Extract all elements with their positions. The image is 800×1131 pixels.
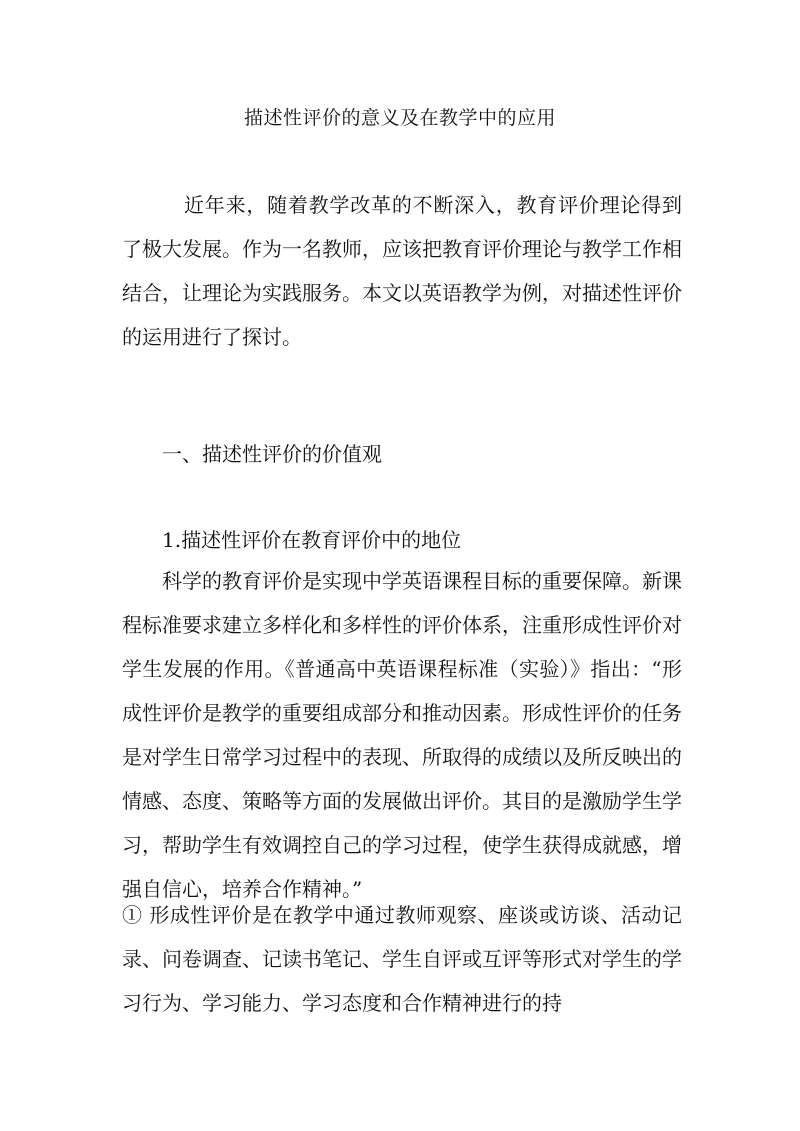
section-heading: 一、描述性评价的价值观 xyxy=(162,442,382,466)
body-paragraph-continued: ① 形成性评价是在教学中通过教师观察、座谈或访谈、活动记录、问卷调查、记读书笔记、学生自评或互评等形式对学生的学习行为、学习能力、学习态度和合作精神进行的持 xyxy=(122,903,682,1015)
intro-paragraph: 近年来，随着教学改革的不断深入，教育评价理论得到了极大发展。作为一名教师，应该把教育评价理论与教学工作相结合，让理论为实践服务。本文以英语教学为例，对描述性评价的运用进行了探讨。 xyxy=(122,193,682,349)
subsection-heading: 1.描述性评价在教育评价中的地位 xyxy=(162,528,462,552)
document-title: 描述性评价的意义及在教学中的应用 xyxy=(243,107,556,129)
body-paragraph: 科学的教育评价是实现中学英语课程目标的重要保障。新课程标准要求建立多样化和多样性的评价体系，注重形成性评价对学生发展的作用。《普通高中英语课程标准（实验）》指出：“形成性评价是教学的重要组成部分和推动因素。形成性评价的任务是对学生日常学习过程中的表现、所取得的成绩以及所反映出的情感、态度、策略等方面的发展做出评价。其目的是激励学生学习，帮助学生有效调控自己的学习过程，使学生获得成就感，增强自信心，培养合作精神。” xyxy=(122,569,682,901)
